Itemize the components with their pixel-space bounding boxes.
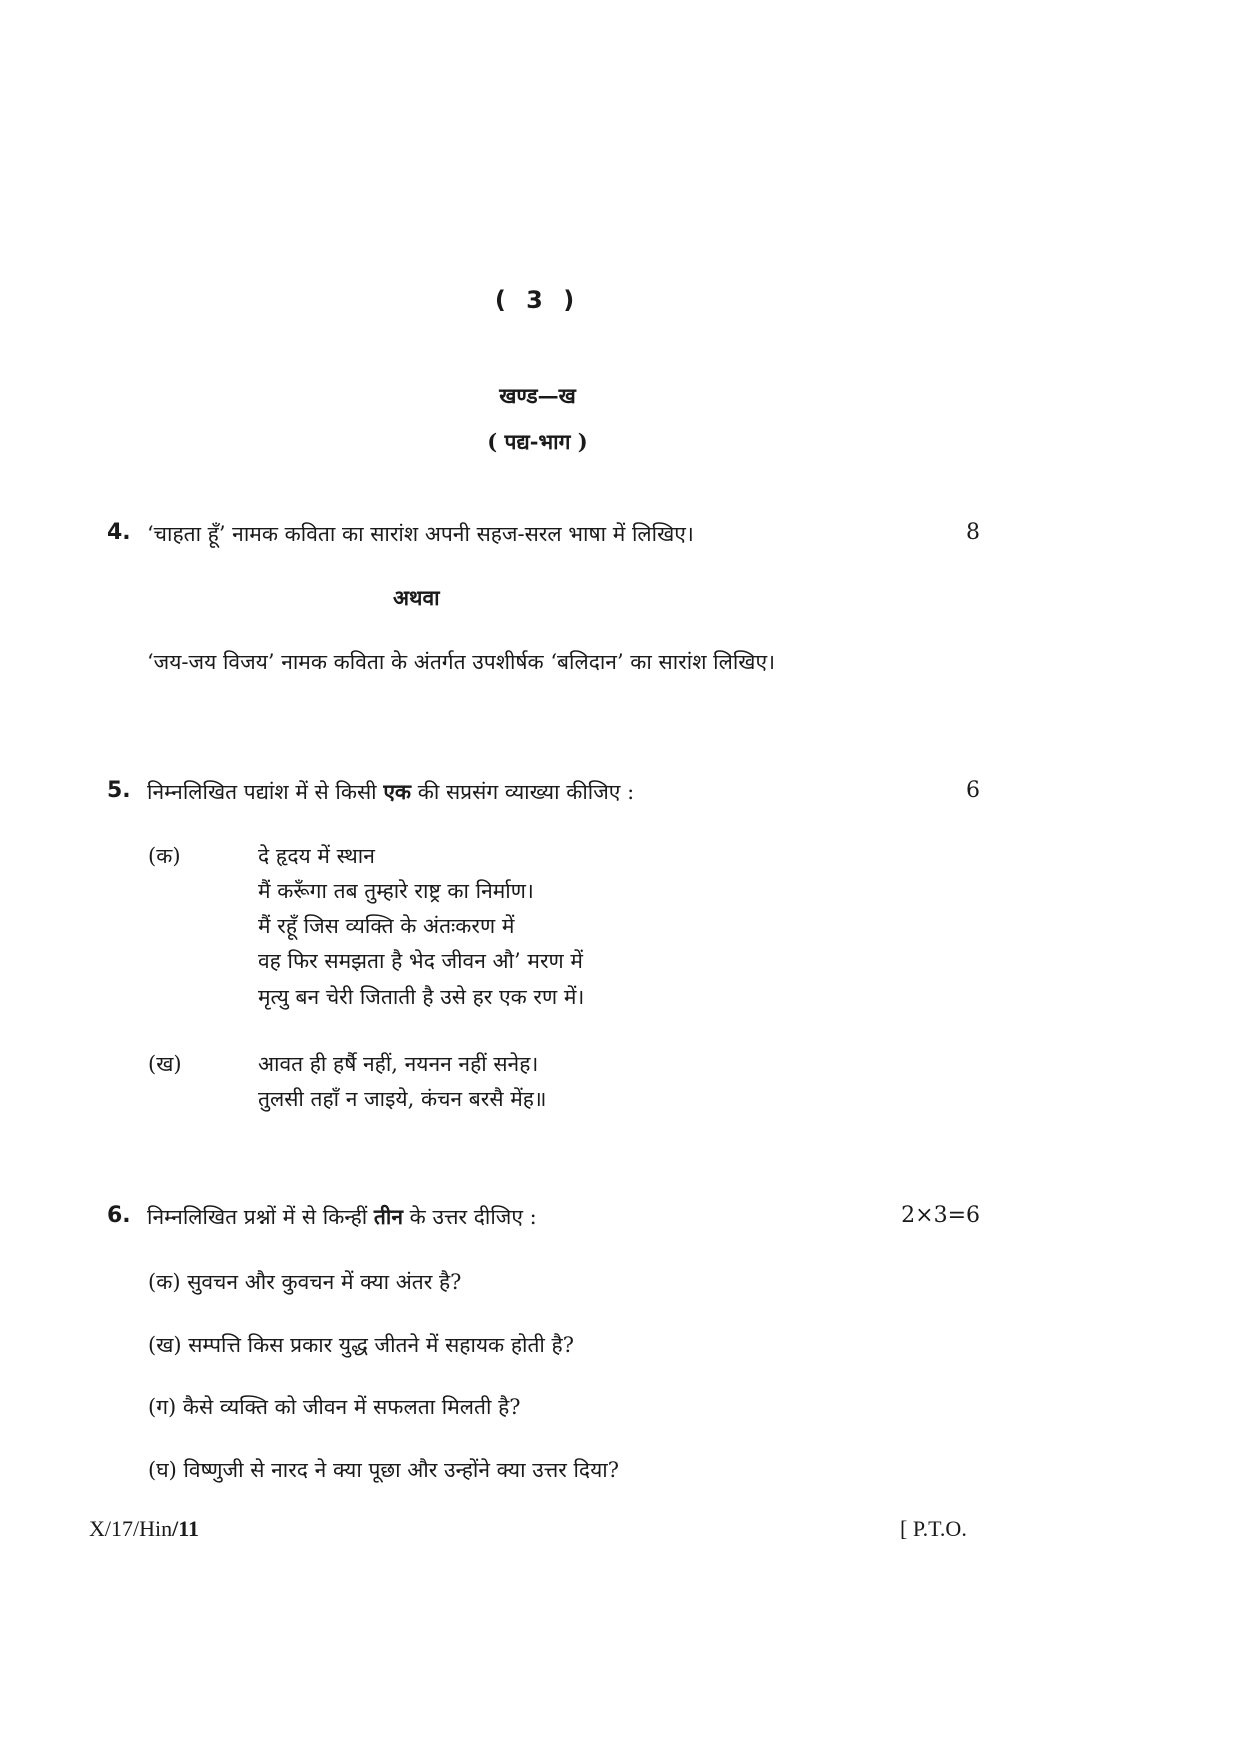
paper-code: X/17/Hin/11 xyxy=(89,1516,200,1541)
question-6-marks: 2×3=6 xyxy=(901,1203,980,1228)
q6-item: (घ) विष्णुजी से नारद ने क्या पूछा और उन्होंने क्या उत्तर दिया? xyxy=(148,1458,619,1482)
q6-item: (ख) सम्पत्ति किस प्रकार युद्ध जीतने में सहायक होती है? xyxy=(148,1333,574,1357)
q5-part-b-label: (ख) xyxy=(148,1052,182,1076)
question-6-number: 6. xyxy=(107,1203,131,1228)
q5-part-a-line: वह फिर समझता है भेद जीवन औ’ मरण में xyxy=(258,949,583,973)
q6-item: (क) सुवचन और कुवचन में क्या अंतर है? xyxy=(148,1270,462,1294)
question-5-text: निम्नलिखित पद्यांश में से किसी एक की सप्रसंग व्याख्या कीजिए : xyxy=(147,779,635,804)
q5-part-a-label: (क) xyxy=(148,844,181,868)
q5-part-b-line: आवत ही हर्षै नहीं, नयनन नहीं सनेह। xyxy=(258,1052,539,1076)
q5-part-a-line: मैं करूँगा तब तुम्हारे राष्ट्र का निर्माण। xyxy=(258,879,534,903)
q5-part-a-line: दे हृदय में स्थान xyxy=(258,844,375,868)
question-4-number: 4. xyxy=(107,520,131,545)
section-subtitle: ( पद्य-भाग ) xyxy=(487,429,588,454)
page-number: ( 3 ) xyxy=(494,286,581,314)
section-title: खण्ड—ख xyxy=(499,383,576,408)
question-5-marks: 6 xyxy=(966,778,980,803)
q5-part-a-line: मृत्यु बन चेरी जिताती है उसे हर एक रण में। xyxy=(258,985,585,1009)
question-6-text: निम्नलिखित प्रश्नों में से किन्हीं तीन के उत्तर दीजिए : xyxy=(147,1204,537,1229)
q6-item: (ग) कैसे व्यक्ति को जीवन में सफलता मिलती है? xyxy=(148,1395,521,1419)
question-4-alt-text: ‘जय-जय विजय’ नामक कविता के अंतर्गत उपशीर्षक ‘बलिदान’ का सारांश लिखिए। xyxy=(147,650,776,674)
pto-note: [ P.T.O. xyxy=(900,1516,967,1541)
question-4-or: अथवा xyxy=(393,585,440,610)
question-5-number: 5. xyxy=(107,778,131,803)
q5-part-b-line: तुलसी तहाँ न जाइये, कंचन बरसै मेंह॥ xyxy=(258,1087,547,1111)
q5-part-a-line: मैं रहूँ जिस व्यक्ति के अंतःकरण में xyxy=(258,914,515,938)
question-4-marks: 8 xyxy=(966,520,980,545)
question-4-text: ‘चाहता हूँ’ नामक कविता का सारांश अपनी सहज-सरल भाषा में लिखिए। xyxy=(147,522,694,546)
